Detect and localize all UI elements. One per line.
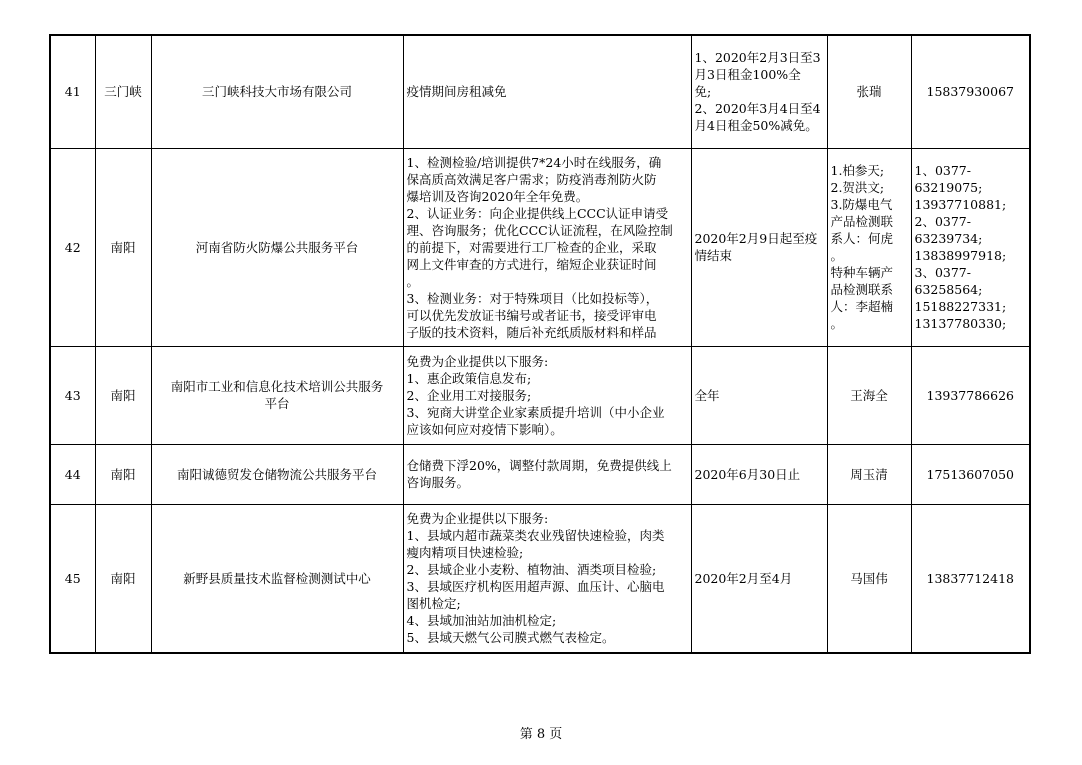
organization: 河南省防火防爆公共服务平台 (151, 148, 403, 346)
contact-phone: 13837712418 (911, 504, 1030, 653)
organization: 新野县质量技术监督检测测试中心 (151, 504, 403, 653)
row-number: 44 (50, 444, 95, 504)
service-content: 疫情期间房租减免 (403, 35, 691, 148)
table-row (50, 504, 1030, 653)
city: 南阳 (95, 346, 151, 444)
service-table (49, 34, 1031, 654)
row-number: 43 (50, 346, 95, 444)
city: 南阳 (95, 504, 151, 653)
organization: 南阳诚德贸发仓储物流公共服务平台 (151, 444, 403, 504)
contact-phone: 13937786626 (911, 346, 1030, 444)
contact-person: 1.柏参天; 2.贺洪文; 3.防爆电气 产品检测联 系人：何虎 。 特种车辆产 品检测联系 人：李超楠 。 (827, 148, 911, 346)
contact-phone: 17513607050 (911, 444, 1030, 504)
contact-person: 王海全 (827, 346, 911, 444)
service-content: 免费为企业提供以下服务: 1、县域内超市蔬菜类农业残留快速检验，肉类 瘦肉精项目快速检验; 2、县域企业小麦粉、植物油、酒类项目检验; 3、县域医疗机构医用超声源、血压计、心脑电 图机检定; 4、县域加油站加油机检定; 5、县域天燃气公司膜式燃气表检定。 (403, 504, 691, 653)
organization: 三门峡科技大市场有限公司 (151, 35, 403, 148)
organization: 南阳市工业和信息化技术培训公共服务 平台 (151, 346, 403, 444)
service-period: 2020年6月30日止 (691, 444, 827, 504)
table-row (50, 346, 1030, 444)
table-row (50, 148, 1030, 346)
service-period: 2020年2月至4月 (691, 504, 827, 653)
city: 南阳 (95, 148, 151, 346)
service-content: 1、检测检验/培训提供7*24小时在线服务，确 保高质高效满足客户需求；防疫消毒剂防火防 爆培训及咨询2020年全年免费。 2、认证业务：向企业提供线上CCC认证申请受 理、咨询服务；优化CCC认证流程，在风险控制 的前提下，对需要进行工厂检查的企业，采取 网上文件审查的方式进行，缩短企业获证时间 。 3、检测业务：对于特殊项目（比如投标等）， 可以优先发放证书编号或者证书，接受评审电 子版的技术资料，随后补充纸质版材料和样品 (403, 148, 691, 346)
service-period: 1、2020年2月3日至3 月3日租金100%全 免; 2、2020年3月4日至4 月4日租金50%减免。 (691, 35, 827, 148)
table-row (50, 35, 1030, 148)
contact-phone: 1、0377- 63219075; 13937710881; 2、0377- 63239734; 13838997918; 3、0377- 63258564; 15188227331; 13137780330; (911, 148, 1030, 346)
contact-person: 张瑞 (827, 35, 911, 148)
contact-phone: 15837930067 (911, 35, 1030, 148)
service-content: 免费为企业提供以下服务: 1、惠企政策信息发布; 2、企业用工对接服务; 3、宛商大讲堂企业家素质提升培训（中小企业 应该如何应对疫情下影响）。 (403, 346, 691, 444)
row-number: 41 (50, 35, 95, 148)
service-period: 2020年2月9日起至疫 情结束 (691, 148, 827, 346)
contact-person: 周玉清 (827, 444, 911, 504)
table-row (50, 444, 1030, 504)
service-content: 仓储费下浮20%，调整付款周期，免费提供线上 咨询服务。 (403, 444, 691, 504)
row-number: 45 (50, 504, 95, 653)
contact-person: 马国伟 (827, 504, 911, 653)
page-number: 第 8 页 (519, 727, 563, 742)
row-number: 42 (50, 148, 95, 346)
city: 三门峡 (95, 35, 151, 148)
service-period: 全年 (691, 346, 827, 444)
city: 南阳 (95, 444, 151, 504)
